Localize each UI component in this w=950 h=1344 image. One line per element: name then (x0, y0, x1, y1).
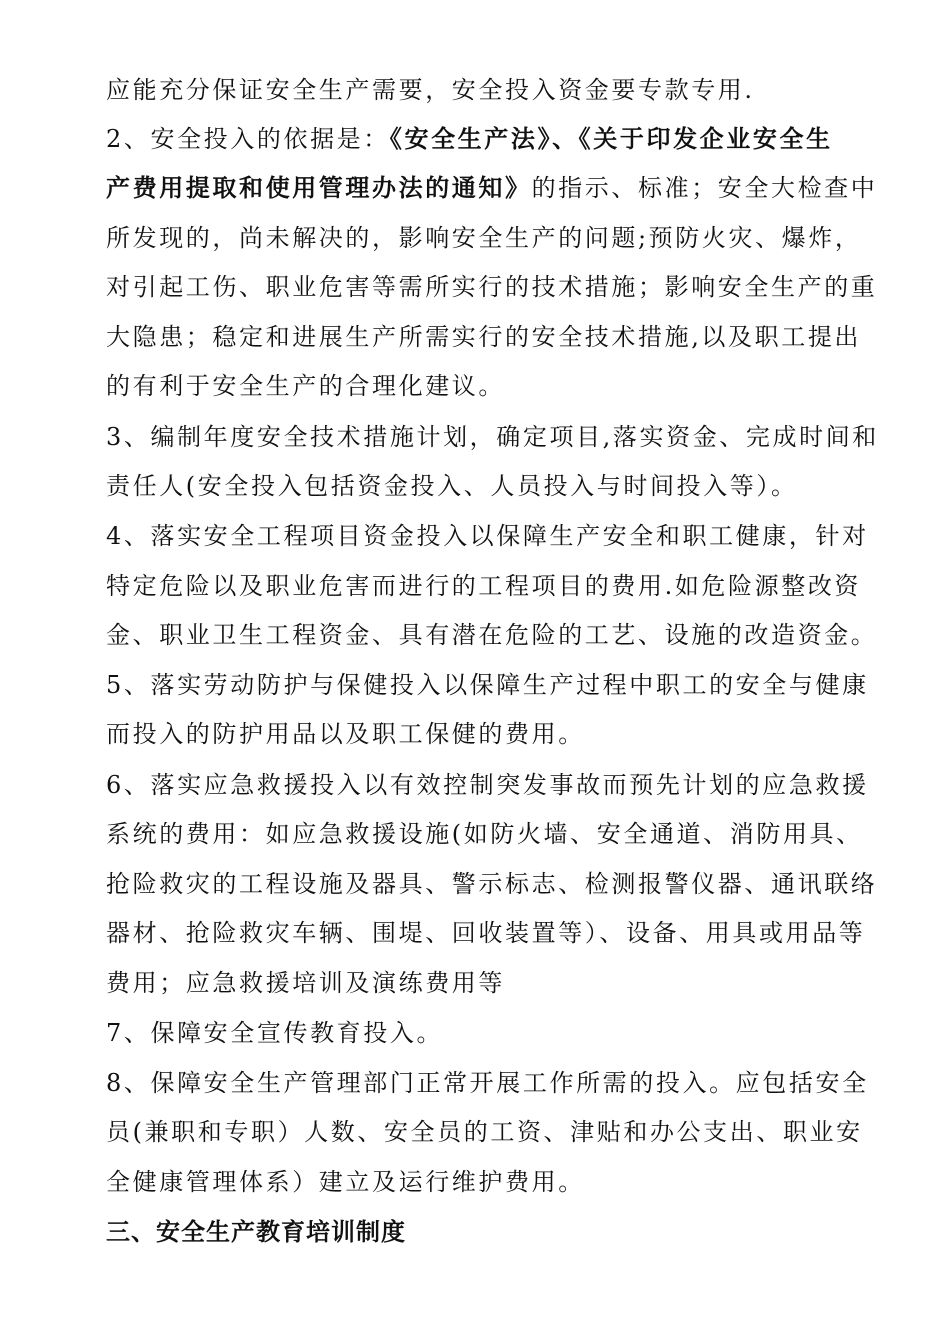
text-line: 应能充分保证安全生产需要，安全投入资金要专款专用. (106, 76, 755, 104)
text-line: 特定危险以及职业危害而进行的工程项目的费用.如危险源整改资 (106, 572, 862, 600)
text-line: 而投入的防护用品以及职工保健的费用。 (106, 720, 585, 748)
text-run: 的指示、标准；安全大检查中 (531, 174, 878, 202)
text-line (106, 123, 833, 155)
text-line: 对引起工伤、职业危害等需所实行的技术措施；影响安全生产的重 (106, 273, 878, 301)
bold-text-run: 产费用提取和使用管理办法的通知》 (106, 173, 532, 202)
text-line: 器材、抢险救灾车辆、围堤、回收装置等）、设备、用具或用品等 (106, 919, 866, 947)
section-heading: 三、安全生产教育培训制度 (106, 1218, 406, 1246)
text-line (106, 172, 877, 204)
text-line: 6、落实应急救援投入以有效控制突发事故而预先计划的应急救援 (106, 771, 869, 799)
text-line: 7、保障安全宣传教育投入。 (106, 1019, 444, 1047)
text-line: 所发现的，尚未解决的，影响安全生产的问题;预防火灾、爆炸， (106, 224, 862, 252)
text-line: 5、落实劳动防护与保健投入以保障生产过程中职工的安全与健康 (106, 671, 869, 699)
text-line: 全健康管理体系）建立及运行维护费用。 (106, 1168, 585, 1196)
text-line: 4、落实安全工程项目资金投入以保障生产安全和职工健康，针对 (106, 522, 869, 550)
bold-text-run: 《安全生产法》、《关于印发企业安全生 (389, 124, 833, 153)
text-line: 责任人(安全投入包括资金投入、人员投入与时间投入等）。 (106, 472, 798, 500)
text-line: 金、职业卫生工程资金、具有潜在危险的工艺、设施的改造资金。 (106, 621, 878, 649)
text-run: 2、安全投入的依据是： (106, 125, 390, 153)
text-line: 费用；应急救援培训及演练费用等 (106, 969, 505, 997)
text-line: 大隐患；稳定和进展生产所需实行的安全技术措施,以及职工提出 (106, 323, 862, 351)
text-line: 的有利于安全生产的合理化建议。 (106, 372, 505, 400)
text-line: 系统的费用：如应急救援设施(如防火墙、安全通道、消防用具、 (106, 820, 863, 848)
text-line: 8、保障安全生产管理部门正常开展工作所需的投入。应包括安全 (106, 1069, 869, 1097)
text-line: 3、编制年度安全技术措施计划，确定项目,落实资金、完成时间和 (106, 423, 879, 451)
text-line: 员(兼职和专职）人数、安全员的工资、津贴和办公支出、职业安 (106, 1118, 863, 1146)
text-line: 抢险救灾的工程设施及器具、警示标志、检测报警仪器、通讯联络 (106, 870, 878, 898)
